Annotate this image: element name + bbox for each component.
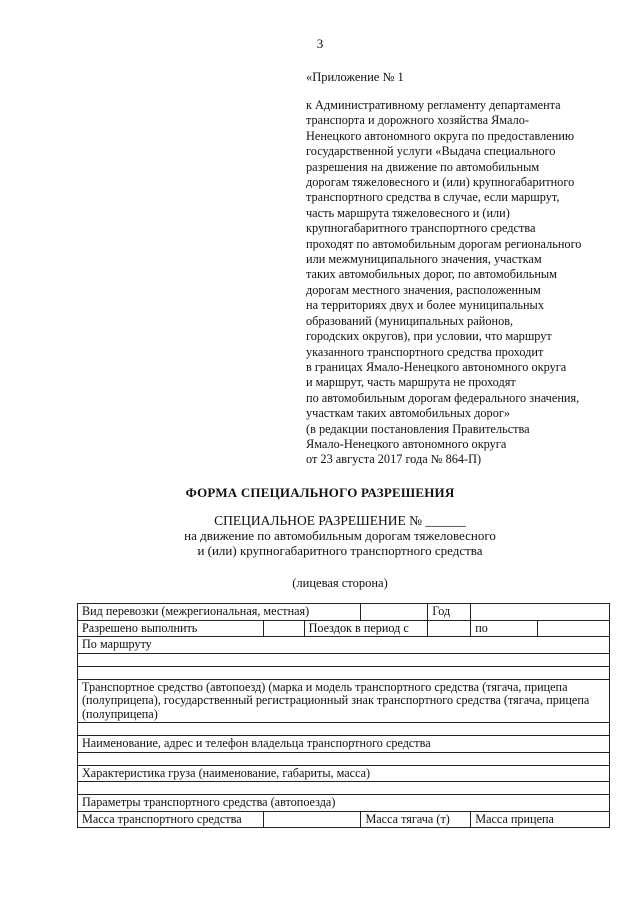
permit-heading: СПЕЦИАЛЬНОЕ РАЗРЕШЕНИЕ № ______ xyxy=(214,513,466,528)
mass-vehicle-value[interactable] xyxy=(263,811,361,828)
cargo-label: Характеристика груза (наименование, габариты, масса) xyxy=(78,765,610,782)
cargo-value[interactable] xyxy=(78,782,610,795)
params-label: Параметры транспортного средства (автопоезда) xyxy=(78,795,610,812)
permit-subheading: и (или) крупногабаритного транспортного средства xyxy=(197,543,483,558)
appendix-line: Ненецкого автономного округа по предоставлению xyxy=(306,128,575,143)
mass-vehicle-label: Масса транспортного средства xyxy=(78,811,264,828)
year-value[interactable] xyxy=(471,604,610,621)
appendix-line: и маршрут, часть маршрута не проходят xyxy=(306,375,516,390)
appendix-line: транспортного средства в случае, если маршрут, xyxy=(306,190,560,205)
page-number: 3 xyxy=(316,36,324,51)
table-row xyxy=(78,620,610,637)
appendix-line: на территориях двух и более муниципальных xyxy=(306,298,544,313)
appendix-line: Ямало-Ненецкого автономного округа xyxy=(306,436,507,451)
appendix-line: или межмуниципального значения, участкам xyxy=(306,252,542,267)
appendix-line: к Административному регламенту департамента xyxy=(306,98,561,112)
appendix-line: дорогам тяжеловесного и (или) крупногабаритного xyxy=(306,175,575,190)
table-row xyxy=(78,679,610,723)
date-from-value[interactable] xyxy=(428,620,471,637)
table-row xyxy=(78,782,610,795)
trips-label: Поездок в период с xyxy=(304,620,428,637)
table-row xyxy=(78,765,610,782)
appendix-line: проходят по автомобильным дорогам регионального xyxy=(306,236,582,251)
table-row xyxy=(78,723,610,736)
appendix-line: образований (муниципальных районов, xyxy=(306,313,514,328)
table-row xyxy=(78,736,610,753)
appendix-line: разрешения на движение по автомобильным xyxy=(306,159,540,174)
permit-heading-block xyxy=(0,513,640,558)
appendix-line: городских округов), при условии, что маршрут xyxy=(306,329,552,344)
transport-type-value[interactable] xyxy=(361,604,428,621)
appendix-line: транспорта и дорожного хозяйства Ямало- xyxy=(306,113,529,128)
appendix-line: от 23 августа 2017 года № 864-П) xyxy=(306,452,482,467)
date-to-value[interactable] xyxy=(538,620,610,637)
side-label: (лицевая сторона) xyxy=(292,576,388,590)
table-row xyxy=(78,666,610,679)
permit-subheading: на движение по автомобильным дорогам тяжеловесного xyxy=(184,528,496,543)
table-row xyxy=(78,637,610,654)
year-label: Год xyxy=(428,604,471,621)
appendix-line: часть маршрута тяжеловесного и (или) xyxy=(306,205,510,220)
mass-trailer-label: Масса прицепа xyxy=(471,811,610,828)
owner-value[interactable] xyxy=(78,752,610,765)
blank-row xyxy=(78,666,610,679)
form-title: ФОРМА СПЕЦИАЛЬНОГО РАЗРЕШЕНИЯ xyxy=(185,485,455,500)
vehicle-label: Транспортное средство (автопоезд) (марка и модель транспортного средства (тягача, прицепа (полуприцепа), государственный регистрационный знак транспортного средства (тягача, прицепа (полуприцепа) xyxy=(78,679,610,723)
appendix-line: (в редакции постановления Правительства xyxy=(306,421,530,436)
appendix-line: таких автомобильных дорог, по автомобильным xyxy=(306,267,557,282)
table-row xyxy=(78,795,610,812)
appendix-line: указанного транспортного средства проходит xyxy=(306,344,544,359)
appendix-line: государственной услуги «Выдача специального xyxy=(306,144,556,159)
mass-tractor-label: Масса тягача (т) xyxy=(361,811,471,828)
owner-label: Наименование, адрес и телефон владельца транспортного средства xyxy=(78,736,610,753)
appendix-line: в границах Ямало-Ненецкого автономного округа xyxy=(306,359,567,374)
table-row xyxy=(78,752,610,765)
appendix-line: дорогам местного значения, расположенным xyxy=(306,282,541,297)
appendix-line: по автомобильным дорогам федерального значения, xyxy=(306,390,580,405)
route-value[interactable] xyxy=(78,653,610,666)
appendix-line: крупногабаритного транспортного средства xyxy=(306,221,536,236)
table-row xyxy=(78,811,610,828)
allowed-label: Разрешено выполнить xyxy=(78,620,264,637)
permit-table xyxy=(77,603,610,828)
to-label: по xyxy=(471,620,538,637)
appendix-text xyxy=(306,98,626,468)
table-row xyxy=(78,653,610,666)
appendix-line: участкам таких автомобильных дорог» xyxy=(306,406,511,421)
transport-type-label: Вид перевозки (межрегиональная, местная) xyxy=(78,604,361,621)
route-label: По маршруту xyxy=(78,637,610,654)
vehicle-value[interactable] xyxy=(78,723,610,736)
appendix-title: «Приложение № 1 xyxy=(306,70,404,84)
table-row xyxy=(78,604,610,621)
allowed-value[interactable] xyxy=(263,620,304,637)
